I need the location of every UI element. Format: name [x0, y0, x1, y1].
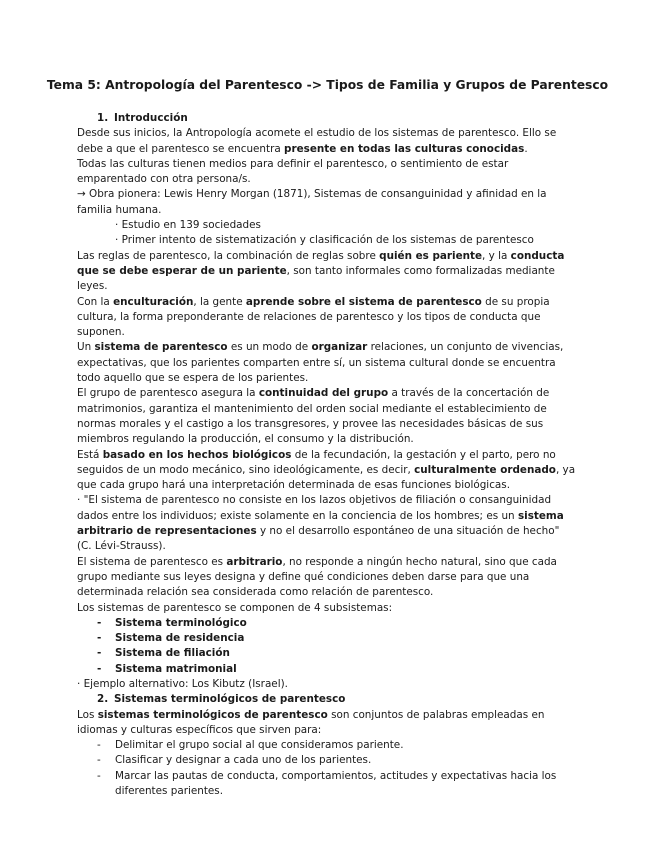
document-body — [77, 111, 577, 799]
text-run: , y la — [482, 249, 511, 262]
bold-text: aprende sobre el sistema de parentesco — [245, 295, 482, 308]
paragraph-kibutz: · Ejemplo alternativo: Los Kibutz (Israel). — [77, 677, 288, 690]
text-run: de su propia cultura, la forma preponderante de relaciones de parentesco y los tipos de conducta que suponen. — [77, 295, 550, 339]
paragraph-sistema-parentesco — [77, 340, 577, 386]
text-run: a través de la concertación de matrimonios, garantiza el mantenimiento del orden social mediante el establecimiento de normas morales y el castigo a los transgresores, y provee las necesidades básicas de sus miembros regulando la producción, el consumo y la distribución. — [77, 387, 550, 446]
paragraph-arbitrario — [77, 555, 577, 601]
text-run: El grupo de parentesco asegura la — [77, 387, 259, 400]
paragraph-hechos-biologicos — [77, 448, 577, 494]
text-run: . — [524, 142, 528, 155]
section-number: 1. — [97, 112, 109, 124]
bold-text: quién es pariente — [379, 249, 483, 262]
morgan-item: · Primer intento de sistematización y clasificación de los sistemas de parentesco — [115, 234, 534, 247]
bold-text: sistema arbitrario de representaciones — [77, 509, 564, 538]
section-number: 2. — [97, 693, 109, 706]
text-run: de la fecundación, la gestación y el parto, pero no seguidos de un modo mecánico, sino ideológicamente, es decir, — [77, 448, 556, 476]
bold-text: culturalmente ordenado — [414, 463, 556, 476]
list-dash: - — [97, 632, 102, 645]
document-title: Tema 5: Antropología del Parentesco -> Tipos de Familia y Grupos de Parentesco — [46, 78, 609, 92]
text-run: · "El sistema de parentesco no consiste en los lazos objetivos de filiación o consanguinidad dados entre los individuos; existe solamente en la conciencia de los hombres; es un — [77, 494, 552, 522]
bold-text: arbitrario — [226, 555, 283, 568]
section-title: Sistemas terminológicos de parentesco — [114, 693, 346, 706]
bold-text: organizar — [311, 341, 368, 354]
paragraph-morgan: → Obra pionera: Lewis Henry Morgan (1871), Sistemas de consanguinidad y afinidad en la familia humana. — [77, 188, 547, 216]
list-dash: - — [97, 754, 101, 767]
text-run: es un modo de — [227, 341, 312, 354]
subsystem-item — [77, 662, 577, 677]
text-run: Desde sus inicios, la Antropología acomete el estudio de los sistemas de parentesco. Ello se debe a que el parentesco se encuentra — [77, 127, 557, 155]
text-run: El sistema de parentesco es — [77, 555, 227, 568]
text-run: , no responde a ningún hecho natural, sino que cada grupo mediante sus leyes designa y define qué condiciones deben darse para que una determinada relación sea considerada como relación de parentesco. — [77, 555, 557, 599]
bold-text: sistema de parentesco — [94, 341, 228, 354]
text-run: Con la — [77, 295, 114, 308]
section-heading-terminologicos — [77, 692, 577, 707]
section-heading-introduccion — [77, 111, 577, 126]
bold-text: presente en todas las culturas conocidas — [284, 142, 525, 155]
list-text: Sistema terminológico — [115, 616, 247, 629]
morgan-item: · Estudio en 139 sociedades — [115, 219, 261, 232]
text-run: , son tanto informales como formalizadas mediante leyes. — [77, 264, 555, 293]
bold-text: continuidad del grupo — [258, 387, 389, 400]
purpose-item — [77, 769, 577, 800]
bold-text: sistemas terminológicos de parentesco — [97, 708, 328, 721]
paragraph-culturas: Todas las culturas tienen medios para definir el parentesco, o sentimiento de estar emparentado con otra persona/s. — [77, 157, 509, 186]
list-dash: - — [97, 739, 101, 752]
purpose-item — [77, 738, 577, 753]
paragraph-reglas — [77, 249, 577, 295]
text-run: son conjuntos de palabras empleadas en idiomas y culturas específicos que sirven para: — [77, 708, 545, 736]
paragraph-subsistemas: Los sistemas de parentesco se componen de 4 subsistemas: — [77, 601, 393, 614]
text-run: , la gente — [193, 295, 246, 308]
text-run: Un — [77, 341, 95, 354]
list-dash: - — [97, 769, 101, 782]
quote-levi-strauss — [77, 493, 577, 554]
list-dash: - — [97, 662, 102, 675]
paragraph-inicios — [77, 126, 577, 157]
subsystem-item — [77, 631, 577, 646]
bold-text: conducta que se debe esperar de un pariente — [77, 249, 565, 277]
paragraph-enculturacion — [77, 295, 577, 341]
list-text: Marcar las pautas de conducta, comportamientos, actitudes y expectativas hacia los diferentes parientes. — [115, 769, 557, 798]
subsystem-item — [77, 646, 577, 661]
section-title: Introducción — [114, 112, 188, 124]
list-text: Sistema de residencia — [115, 632, 245, 645]
text-run: , ya que cada grupo hará una interpretación determinada de esas funciones biológicas. — [77, 463, 576, 492]
text-run: relaciones, un conjunto de vivencias, expectativas, que los parientes comparten entre sí, un sistema cultural donde se encuentra todo aquello que se espera de los parientes. — [77, 341, 564, 385]
subsystem-item — [77, 616, 577, 631]
bold-text: enculturación — [113, 295, 194, 308]
list-text: Sistema de filiación — [115, 647, 230, 660]
bold-text: basado en los hechos biológicos — [102, 448, 292, 461]
text-run: Los — [77, 708, 98, 721]
list-text: Clasificar y designar a cada uno de los parientes. — [115, 754, 372, 767]
list-dash: - — [97, 616, 102, 629]
paragraph-terminologicos — [77, 708, 577, 739]
paragraph-continuidad — [77, 386, 577, 447]
list-dash: - — [97, 647, 102, 660]
purpose-item — [77, 753, 577, 768]
text-run: y no el desarrollo espontáneo de una situación de hecho" (C. Lévi-Strauss). — [77, 525, 560, 553]
list-text: Delimitar el grupo social al que consideramos pariente. — [115, 739, 404, 752]
text-run: Las reglas de parentesco, la combinación de reglas sobre — [77, 249, 380, 262]
list-text: Sistema matrimonial — [115, 662, 237, 675]
text-run: Está — [77, 448, 103, 461]
